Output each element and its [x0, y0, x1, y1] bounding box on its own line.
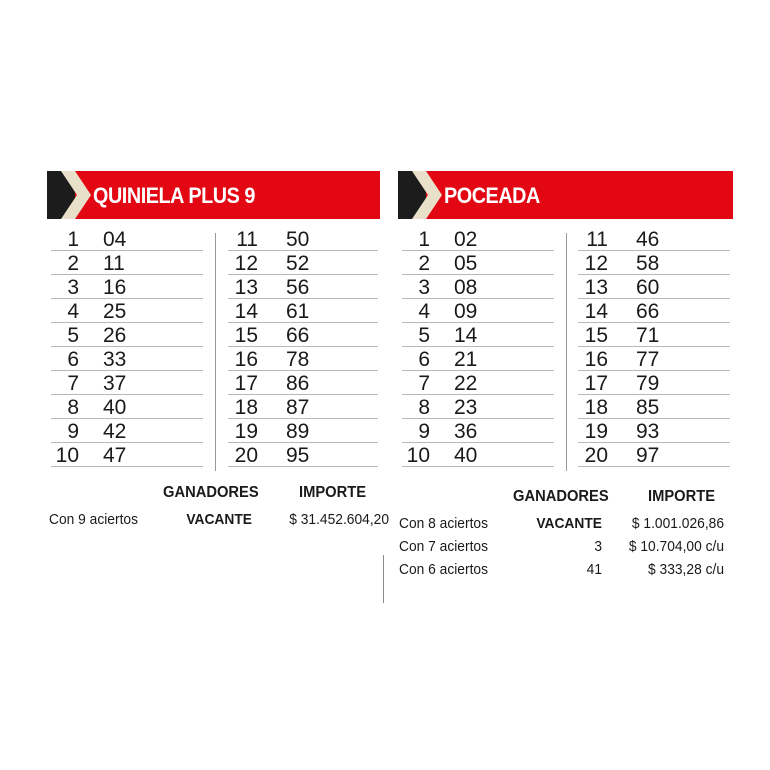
ganadores-header: GANADORES	[513, 488, 609, 505]
number-row	[578, 275, 730, 299]
row-number: 78	[286, 348, 310, 371]
number-row	[51, 275, 203, 299]
number-row	[402, 347, 554, 371]
column-divider	[215, 233, 216, 471]
number-row	[51, 299, 203, 323]
row-number: 25	[103, 300, 127, 323]
prize-label: Con 6 aciertos	[399, 561, 488, 578]
number-row	[578, 347, 730, 371]
prize-label: Con 8 aciertos	[399, 515, 488, 532]
row-position: 15	[584, 324, 608, 347]
number-row	[228, 227, 378, 251]
row-position: 7	[418, 372, 430, 395]
row-position: 16	[234, 348, 258, 371]
row-position: 5	[418, 324, 430, 347]
number-row	[51, 323, 203, 347]
prize-label: Con 7 aciertos	[399, 538, 488, 555]
row-position: 4	[67, 300, 79, 323]
row-position: 20	[584, 444, 608, 467]
row-number: 40	[454, 444, 478, 467]
quiniela-prizes	[47, 484, 389, 534]
row-position: 14	[234, 300, 258, 323]
number-row	[578, 443, 730, 467]
row-position: 9	[67, 420, 79, 443]
row-position: 18	[584, 396, 608, 419]
row-number: 42	[103, 420, 127, 443]
row-position: 17	[234, 372, 258, 395]
row-number: 16	[103, 276, 127, 299]
bottom-divider	[383, 555, 384, 603]
row-number: 36	[454, 420, 478, 443]
number-row	[228, 395, 378, 419]
number-row	[578, 227, 730, 251]
prize-label: Con 9 aciertos	[49, 511, 138, 528]
row-position: 19	[584, 420, 608, 443]
row-position: 13	[234, 276, 258, 299]
row-position: 8	[67, 396, 79, 419]
row-position: 3	[67, 276, 79, 299]
importe-header: IMPORTE	[299, 484, 367, 501]
number-row	[402, 251, 554, 275]
number-row	[228, 443, 378, 467]
number-row	[402, 323, 554, 347]
row-number: 61	[286, 300, 310, 323]
number-row	[402, 275, 554, 299]
prize-ganadores: VACANTE	[186, 511, 252, 528]
row-number: 85	[636, 396, 660, 419]
row-position: 15	[234, 324, 258, 347]
number-row	[578, 419, 730, 443]
chevron-icon	[61, 171, 91, 219]
number-row	[51, 419, 203, 443]
number-row	[578, 395, 730, 419]
row-position: 3	[418, 276, 430, 299]
poceada-panel	[398, 171, 733, 477]
row-number: 93	[636, 420, 660, 443]
row-number: 89	[286, 420, 310, 443]
importe-header: IMPORTE	[648, 488, 716, 505]
row-number: 08	[454, 276, 478, 299]
poceada-prizes	[398, 488, 733, 588]
number-row	[228, 371, 378, 395]
prize-ganadores: 3	[594, 538, 602, 555]
row-position: 1	[418, 228, 430, 251]
row-position: 7	[67, 372, 79, 395]
row-position: 19	[234, 420, 258, 443]
row-number: 05	[454, 252, 478, 275]
row-position: 11	[236, 228, 258, 251]
number-row	[228, 419, 378, 443]
row-number: 22	[454, 372, 478, 395]
row-number: 86	[286, 372, 310, 395]
number-row	[51, 227, 203, 251]
row-position: 2	[67, 252, 79, 275]
row-number: 87	[286, 396, 310, 419]
row-position: 2	[418, 252, 430, 275]
prize-ganadores: 41	[586, 561, 602, 578]
prize-importe: $ 31.452.604,20	[289, 511, 389, 528]
row-number: 21	[454, 348, 478, 371]
quiniela-column-1	[51, 227, 203, 467]
row-number: 56	[286, 276, 310, 299]
number-row	[51, 395, 203, 419]
quiniela-numbers	[47, 227, 380, 477]
row-number: 97	[636, 444, 660, 467]
poceada-title: POCEADA	[444, 183, 540, 208]
row-number: 02	[454, 228, 478, 251]
row-position: 16	[584, 348, 608, 371]
row-position: 4	[418, 300, 430, 323]
number-row	[402, 371, 554, 395]
row-number: 26	[103, 324, 127, 347]
row-position: 10	[406, 444, 430, 467]
number-row	[228, 347, 378, 371]
number-row	[228, 251, 378, 275]
number-row	[402, 395, 554, 419]
row-number: 58	[636, 252, 660, 275]
number-row	[228, 275, 378, 299]
row-number: 50	[286, 228, 310, 251]
ganadores-header: GANADORES	[163, 484, 259, 501]
row-number: 79	[636, 372, 660, 395]
row-position: 20	[234, 444, 258, 467]
quiniela-column-2	[228, 227, 378, 467]
row-number: 77	[636, 348, 660, 371]
chevron-icon	[412, 171, 442, 219]
row-number: 14	[454, 324, 478, 347]
row-position: 18	[234, 396, 258, 419]
row-number: 40	[103, 396, 127, 419]
number-row	[51, 251, 203, 275]
row-number: 60	[636, 276, 660, 299]
row-position: 12	[234, 252, 258, 275]
number-row	[578, 299, 730, 323]
row-number: 33	[103, 348, 127, 371]
row-number: 04	[103, 228, 127, 251]
row-number: 37	[103, 372, 127, 395]
quiniela-panel	[47, 171, 380, 477]
row-number: 09	[454, 300, 478, 323]
row-position: 5	[67, 324, 79, 347]
row-number: 47	[103, 444, 127, 467]
row-position: 12	[584, 252, 608, 275]
row-position: 6	[67, 348, 79, 371]
number-row	[228, 299, 378, 323]
number-row	[51, 443, 203, 467]
row-position: 14	[584, 300, 608, 323]
row-position: 10	[55, 444, 79, 467]
prize-importe: $ 1.001.026,86	[631, 515, 724, 532]
row-number: 71	[636, 324, 660, 347]
number-row	[402, 227, 554, 251]
number-row	[51, 371, 203, 395]
row-number: 52	[286, 252, 310, 275]
row-number: 66	[636, 300, 660, 323]
number-row	[402, 299, 554, 323]
poceada-column-1	[402, 227, 554, 467]
prize-importe: $ 333,28 c/u	[648, 561, 724, 578]
prize-ganadores: VACANTE	[536, 515, 602, 532]
row-position: 6	[418, 348, 430, 371]
number-row	[51, 347, 203, 371]
row-position: 17	[584, 372, 608, 395]
poceada-header	[398, 171, 733, 219]
quiniela-title: QUINIELA PLUS 9	[93, 183, 255, 208]
row-position: 13	[584, 276, 608, 299]
quiniela-header	[47, 171, 380, 219]
row-number: 66	[286, 324, 310, 347]
number-row	[578, 323, 730, 347]
row-position: 1	[67, 228, 79, 251]
number-row	[402, 419, 554, 443]
number-row	[578, 251, 730, 275]
row-position: 9	[418, 420, 430, 443]
prize-importe: $ 10.704,00 c/u	[628, 538, 724, 555]
row-number: 95	[286, 444, 310, 467]
row-number: 46	[636, 228, 660, 251]
row-number: 23	[454, 396, 478, 419]
number-row	[402, 443, 554, 467]
row-position: 11	[586, 228, 608, 251]
poceada-numbers	[398, 227, 733, 477]
row-number: 11	[103, 252, 125, 275]
number-row	[228, 323, 378, 347]
poceada-column-2	[578, 227, 730, 467]
row-position: 8	[418, 396, 430, 419]
column-divider	[566, 233, 567, 471]
number-row	[578, 371, 730, 395]
